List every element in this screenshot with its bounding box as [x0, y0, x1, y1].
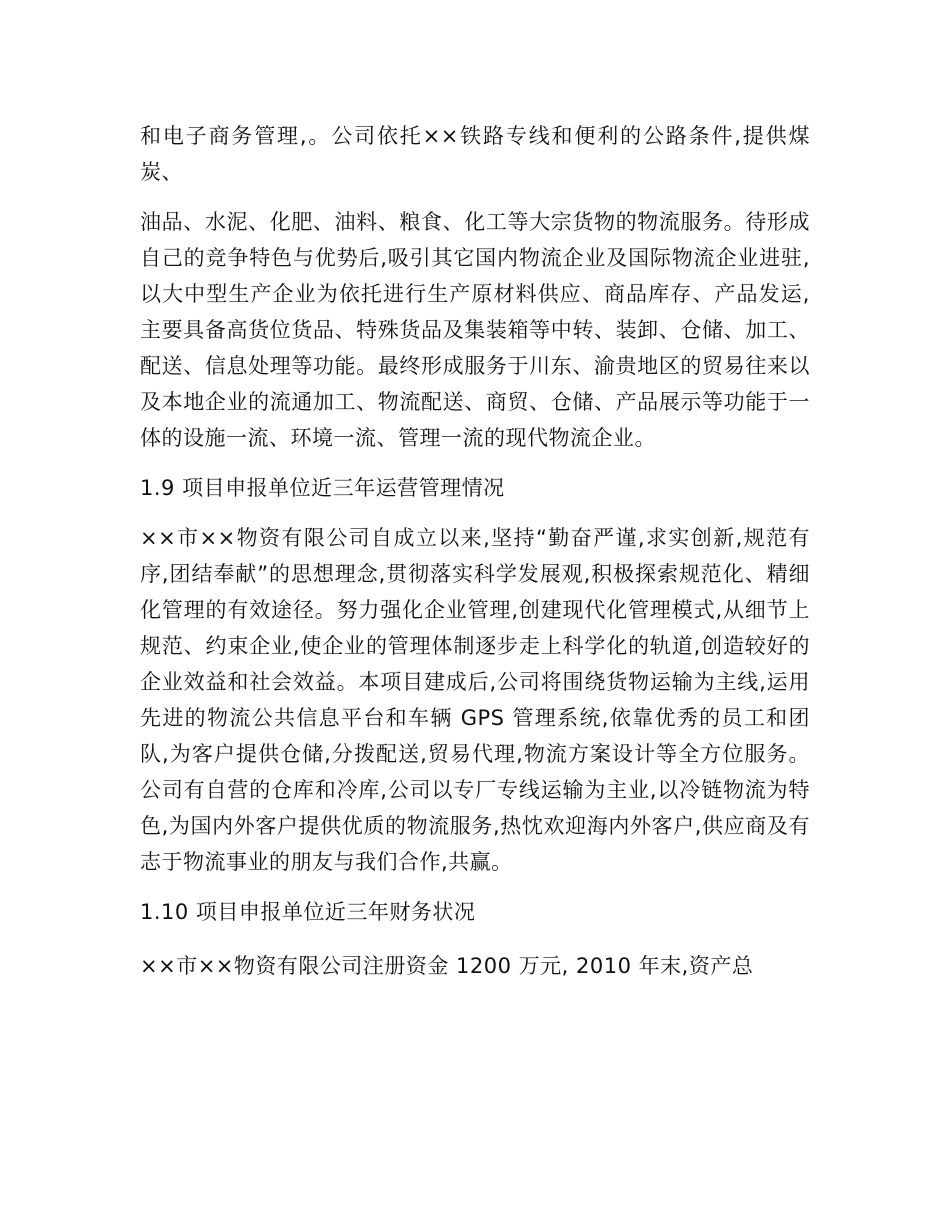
paragraph-financial-status: ××市××物资有限公司注册资金 1200 万元, 2010 年末,资产总 [140, 954, 754, 978]
document-body [140, 118, 810, 998]
paragraph-logistics-services: 油品、水泥、化肥、油料、粮食、化工等大宗货物的物流服务。待形成自己的竞争特色与优势后,吸引其它国内物流企业及国际物流企业进驻,以大中型生产企业为依托进行生产原材料供应、商品库存、产品发运,主要具备高货位货品、特殊货品及集装箱等中转、装卸、仓储、加工、配送、信息处理等功能。最终形成服务于川东、渝贵地区的贸易往来以及本地企业的流通加工、物流配送、商贸、仓储、产品展示等功能于一体的设施一流、环境一流、管理一流的现代物流企业。 [140, 210, 810, 450]
paragraph-operations-management: ××市××物资有限公司自成立以来,坚持“勤奋严谨,求实创新,规范有序,团结奉献”的思想理念,贯彻落实科学发展观,积极探索规范化、精细化管理的有效途径。努力强化企业管理,创建现代化管理模式,从细节上规范、约束企业,使企业的管理体制逐步走上科学化的轨道,创造较好的企业效益和社会效益。本项目建成后,公司将围绕货物运输为主线,运用先进的物流公共信息平台和车辆 GPS 管理系统,依靠优秀的员工和团队,为客户提供仓储,分拨配送,贸易代理,物流方案设计等全方位服务。公司有自营的仓库和冷库,公司以专厂专线运输为主业,以冷链物流为特色,为国内外客户提供优质的物流服务,热忱欢迎海内外客户,供应商及有志于物流事业的朋友与我们合作,共赢。 [140, 526, 810, 874]
section-heading-1-10: 1.10 项目申报单位近三年财务状况 [140, 900, 476, 924]
section-heading-1-9: 1.9 项目申报单位近三年运营管理情况 [140, 476, 505, 500]
paragraph-intro-continued: 和电子商务管理,。公司依托××铁路专线和便利的公路条件,提供煤炭、 [140, 124, 810, 184]
